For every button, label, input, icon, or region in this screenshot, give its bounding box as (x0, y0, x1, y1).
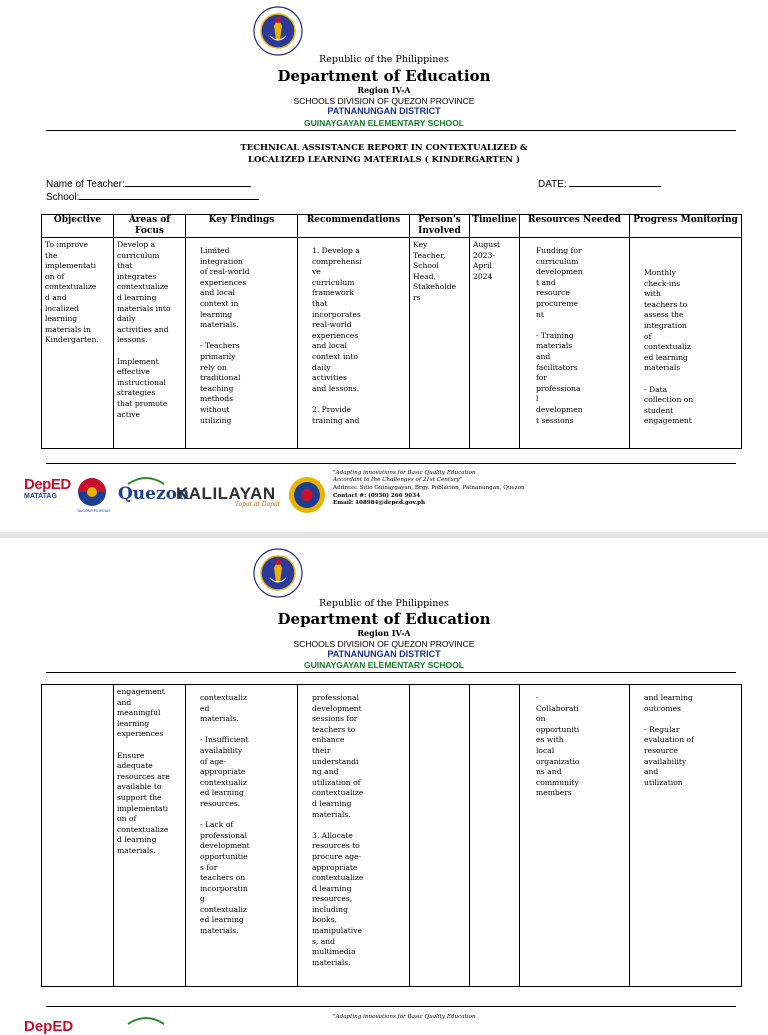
teacher-name-label: Name of Teacher: (46, 179, 125, 190)
header-resources-needed: Resources Needed (520, 215, 630, 238)
table-header-row (42, 215, 742, 238)
table-row (42, 685, 742, 987)
header-divider (46, 130, 736, 131)
report-title-line-1: TECHNICAL ASSISTANCE REPORT IN CONTEXTUALIZED & (240, 143, 528, 153)
date-blank (569, 177, 661, 187)
table-cell-key-findings: contextualiz ed materials. - Insufficient availability of age- appropriate contextualiz ed learning resources. - Lack of professional development opportunitie s for teachers on incorporatin g contextualiz ed learning materials. (186, 685, 298, 987)
table-cell-timeline (470, 685, 520, 987)
table-cell-recommendations: 1. Develop a comprehensi ve curriculum framework that incorporates real-world experiences and local context into daily activities and lessons. 2. Provide training and (298, 238, 410, 449)
school-logo-icon (288, 476, 326, 514)
footer-contact-block (333, 485, 525, 508)
header-school: GUINAYGAYAN ELEMENTARY SCHOOL (304, 660, 464, 670)
header-areas-of-focus: Areas of Focus (114, 215, 186, 238)
footer-divider (46, 1006, 736, 1007)
header-objective: Objective (42, 215, 114, 238)
table-row (42, 238, 742, 449)
header-district: PATNANUNGAN DISTRICT (327, 106, 441, 116)
school-blank (79, 190, 259, 200)
header-region: Region IV-A (357, 85, 411, 95)
header-progress-monitoring: Progress Monitoring (630, 215, 742, 238)
deped-logo-text: DepED (24, 1018, 74, 1035)
deped-quezon-logo (116, 474, 190, 514)
bagong-pilipinas-icon (74, 476, 110, 512)
bagong-pilipinas-text: BAGONG PILIPINAS (77, 509, 111, 513)
technical-assistance-table-continued (41, 684, 742, 987)
header-divider (46, 672, 736, 673)
footer (0, 470, 768, 520)
date-field (538, 177, 661, 190)
table-cell-areas-of-focus: Develop a curriculum that integrates contextualize d learning materials into daily activities and lessons. Implement effective instructional strategies that promote active (114, 238, 186, 449)
header-division: SCHOOLS DIVISION OF QUEZON PROVINCE (293, 96, 475, 106)
table-cell-objective: To improve the implementati on of contextualize d and localized learning materials in Kindergarten. (42, 238, 114, 449)
footer-email: Email: 108984@deped.gov.ph (333, 500, 426, 506)
header-department: Department of Education (277, 67, 491, 85)
table-cell-resources-needed: Funding for curriculum developmen t and resource procureme nt - Training materials and facilitators for professiona l developmen t sessions (520, 238, 630, 449)
page-separator (0, 532, 768, 538)
footer-motto-line-2: Accordant to the Challenges of 21st Century" (333, 477, 463, 483)
report-title (0, 142, 768, 166)
footer (0, 1012, 768, 1035)
table-cell-key-findings: Limited integration of real-world experiences and local context in learning materials. - Teachers primarily rely on traditional teaching methods without utilizing (186, 238, 298, 449)
teacher-name-blank (125, 177, 251, 187)
footer-divider (46, 463, 736, 464)
header-key-findings: Key Findings (186, 215, 298, 238)
header-persons-involved: Person's Involved (410, 215, 470, 238)
laurel-icon (126, 1014, 166, 1026)
header-timeline: Timeline (470, 215, 520, 238)
header-department: Department of Education (277, 610, 491, 628)
header-district: PATNANUNGAN DISTRICT (327, 649, 441, 659)
technical-assistance-table (41, 214, 742, 449)
kalilayan-logo-subtext: Tapat at Dapat (235, 501, 280, 508)
quezon-logo-text: Quezon (118, 484, 190, 504)
table-cell-recommendations: professional development sessions for teachers to enhance their understandi ng and utilization of contextualize d learning materials. 3. Allocate resources to procure age- appropriate contextualize d learning resources, including books, manipulative s, and multimedia materials. (298, 685, 410, 987)
header-republic: Republic of the Philippines (319, 54, 449, 65)
footer-motto-line-1: "Adapting innovations for Basic Quality Education (333, 1014, 476, 1020)
header-republic: Republic of the Philippines (319, 598, 449, 609)
deped-seal-icon (253, 6, 303, 56)
table-cell-progress-monitoring: and learning outcomes - Regular evaluation of resource availability and utilization (630, 685, 742, 987)
footer-motto (333, 1014, 476, 1021)
table-cell-objective (42, 685, 114, 987)
footer-motto-line-1: "Adapting innovations for Basic Quality Education (333, 470, 476, 476)
document-page-2 (0, 540, 768, 1035)
table-cell-persons-involved: Key Teacher, School Head, Stakeholde rs (410, 238, 470, 449)
deped-logo-text: DepED (24, 476, 71, 493)
header-recommendations: Recommendations (298, 215, 410, 238)
table-cell-persons-involved (410, 685, 470, 987)
table-cell-areas-of-focus: engagement and meaningful learning experiences Ensure adequate resources are available to support the implementati on of contextualize d learning materials. (114, 685, 186, 987)
teacher-name-field (46, 177, 251, 190)
header-division: SCHOOLS DIVISION OF QUEZON PROVINCE (293, 639, 475, 649)
footer-motto (333, 470, 476, 484)
footer-address: Address: Sitio Guinaygayan, Brgy. Poblacion, Patnanungan, Quezon (333, 485, 525, 491)
header-region: Region IV-A (357, 628, 411, 638)
deped-matatag-logo (24, 476, 71, 512)
kalilayan-logo-text: KALILAYAN (176, 484, 276, 503)
school-field (46, 190, 259, 203)
deped-seal-icon (253, 548, 303, 598)
table-cell-timeline: August 2023- April 2024 (470, 238, 520, 449)
footer-contact: Contact #: (0950) 266 9034 (333, 492, 421, 499)
table-cell-progress-monitoring: Monthly check-ins with teachers to assess the integration of contextualiz ed learning materials - Data collection on student engagement (630, 238, 742, 449)
header-school: GUINAYGAYAN ELEMENTARY SCHOOL (304, 118, 464, 128)
table-cell-resources-needed: - Collaborati on opportuniti es with local organizatio ns and community members (520, 685, 630, 987)
date-label: DATE: (538, 179, 570, 190)
school-label: School: (46, 192, 80, 203)
matatag-logo-text: MATATAG (24, 493, 57, 500)
report-title-line-2: LOCALIZED LEARNING MATERIALS ( KINDERGARTEN ) (248, 155, 520, 165)
kalilayan-logo (176, 484, 280, 514)
